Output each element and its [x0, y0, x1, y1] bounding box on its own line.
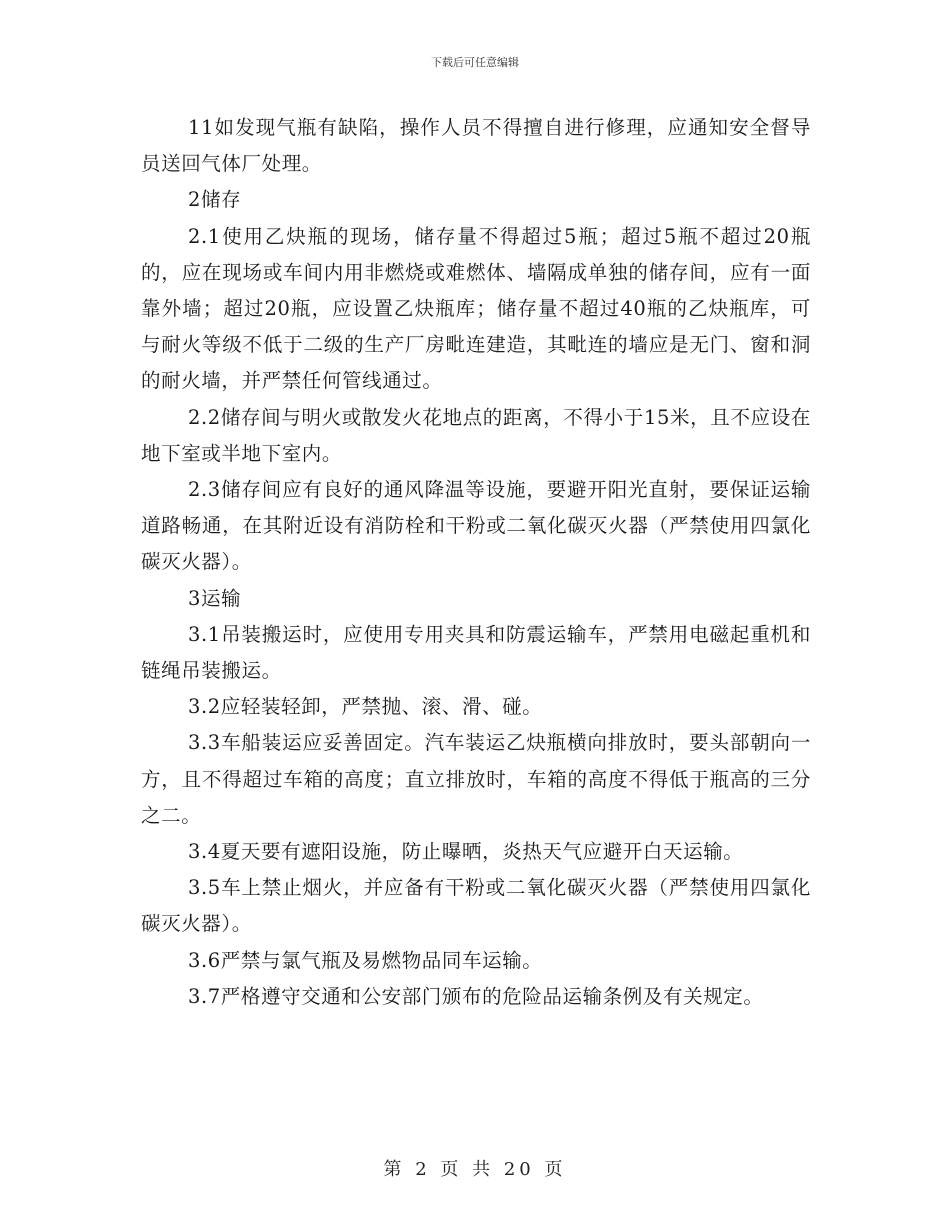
page-number: 第 2 页 共 20 页 [383, 1159, 567, 1180]
paragraph-2-2-storage-distance: 2.2储存间与明火或散发火花地点的距离，不得小于15米，且不应设在地下室或半地下室内。 [141, 405, 811, 465]
header-note: 下载后可任意编辑 [431, 56, 519, 69]
section-heading-storage: 2储存 [188, 188, 242, 212]
paragraph-3-6-no-mixing: 3.6严禁与氯气瓶及易燃物品同车运输。 [188, 948, 543, 972]
paragraph-2-3-storage-ventilation: 2.3储存间应有良好的通风降温等设施，要避开阳光直射，要保证运输道路畅通，在其附近设有消防栓和干粉或二氧化碳灭火器（严禁使用四氯化碳灭火器）。 [141, 478, 811, 574]
paragraph-3-3-vehicle-loading: 3.3车船装运应妥善固定。汽车装运乙炔瓶横向排放时，要头部朝向一方，且不得超过车箱的高度；直立排放时，车箱的高度不得低于瓶高的三分之二。 [141, 731, 811, 827]
paragraph-2-1-storage-quantity: 2.1使用乙炔瓶的现场，储存量不得超过5瓶；超过5瓶不超过20瓶的，应在现场或车间内用非燃烧或难燃体、墙隔成单独的储存间，应有一面靠外墙；超过20瓶，应设置乙炔瓶库；储存量不超过40瓶的乙炔瓶库，可与耐火等级不低于二级的生产厂房毗连建造，其毗连的墙应是无门、窗和洞的耐火墙，并严禁任何管线通过。 [141, 224, 811, 393]
paragraph-3-5-no-fire: 3.5车上禁止烟火，并应备有干粉或二氧化碳灭火器（严禁使用四氯化碳灭火器）。 [141, 876, 811, 936]
section-heading-transport: 3运输 [188, 586, 242, 610]
paragraph-3-4-summer: 3.4夏天要有遮阳设施，防止曝晒，炎热天气应避开白天运输。 [188, 840, 744, 864]
paragraph-1-1-cylinder-defect: 11如发现气瓶有缺陷，操作人员不得擅自进行修理，应通知安全督导员送回气体厂处理。 [141, 116, 811, 176]
paragraph-3-2-handling: 3.2应轻装轻卸，严禁抛、滚、滑、碰。 [188, 695, 543, 719]
document-body [141, 110, 811, 1015]
paragraph-3-7-regulations: 3.7严格遵守交通和公安部门颁布的危险品运输条例及有关规定。 [188, 984, 764, 1008]
paragraph-3-1-hoisting: 3.1吊装搬运时，应使用专用夹具和防震运输车，严禁用电磁起重机和链绳吊装搬运。 [141, 622, 811, 683]
